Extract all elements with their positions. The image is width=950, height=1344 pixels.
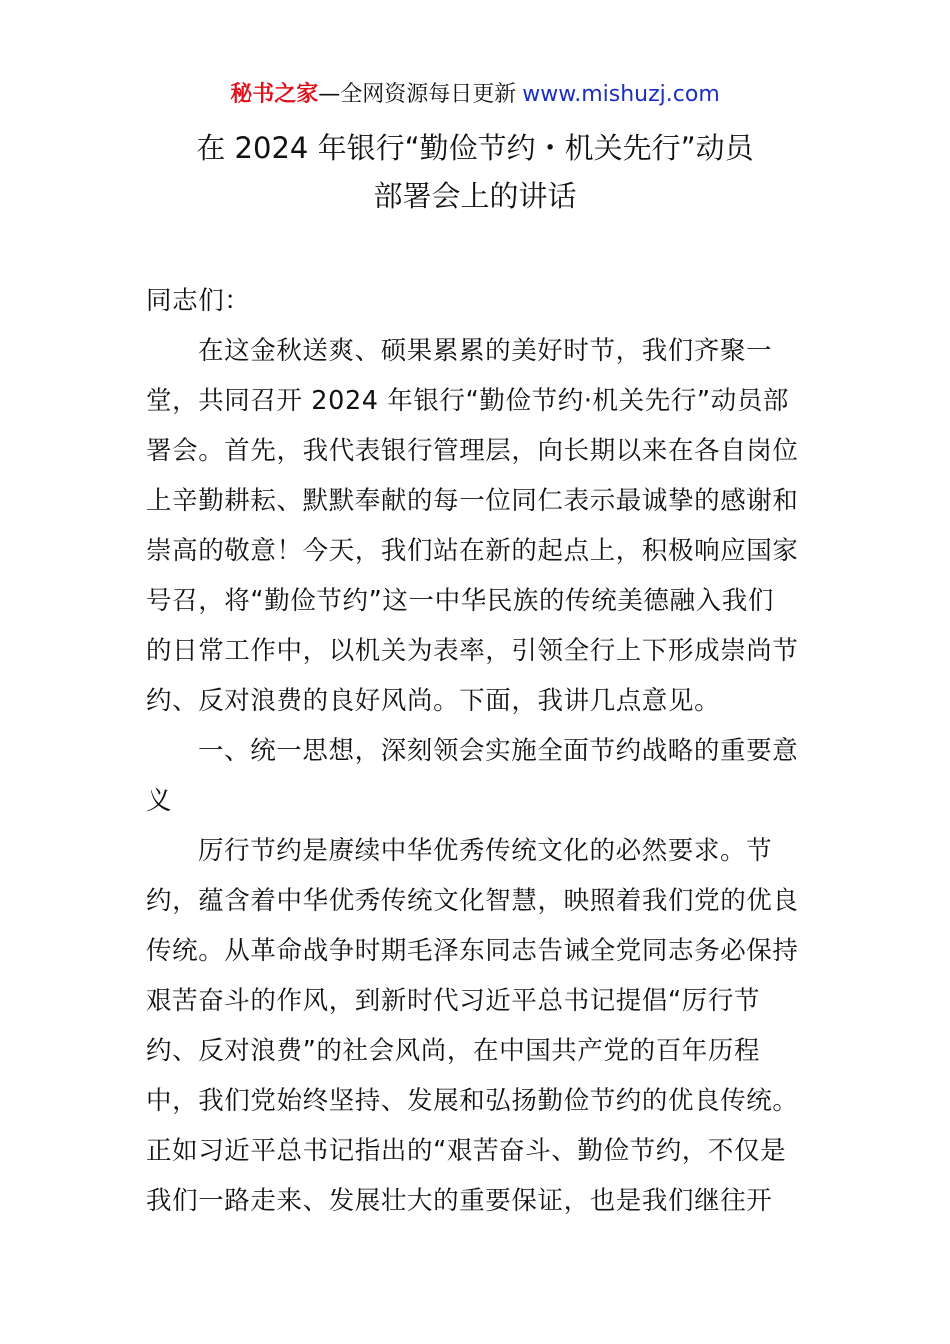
document-title <box>60 124 890 220</box>
section-heading: 一、统一思想，深刻领会实施全面节约战略的重要意 <box>198 736 799 766</box>
body-line: 中，我们党始终坚持、发展和弘扬勤俭节约的优良传统。 <box>146 1086 799 1116</box>
title-line-1: 在 2024 年银行“勤俭节约・机关先行”动员 <box>196 131 754 165</box>
site-brand: 秘书之家 <box>230 82 319 107</box>
body-line: 堂，共同召开 2024 年银行“勤俭节约·机关先行”动员部 <box>146 386 790 416</box>
body-line: 的日常工作中，以机关为表率，引领全行上下形成崇尚节 <box>146 636 799 666</box>
body-line: 在这金秋送爽、硕果累累的美好时节，我们齐聚一 <box>198 336 773 366</box>
site-url-link[interactable]: www.mishuzj.com <box>522 82 720 107</box>
title-line-2: 部署会上的讲话 <box>373 179 577 213</box>
body-line: 署会。首先，我代表银行管理层，向长期以来在各自岗位 <box>146 436 799 466</box>
body-line: 号召，将“勤俭节约”这一中华民族的传统美德融入我们 <box>146 586 774 616</box>
site-header <box>0 78 950 112</box>
document-body <box>146 276 810 1226</box>
body-line: 崇高的敬意！今天，我们站在新的起点上，积极响应国家 <box>146 536 799 566</box>
body-line: 厉行节约是赓续中华优秀传统文化的必然要求。节 <box>198 836 773 866</box>
body-line: 传统。从革命战争时期毛泽东同志告诫全党同志务必保持 <box>146 936 799 966</box>
body-line: 约、反对浪费的良好风尚。下面，我讲几点意见。 <box>146 686 721 716</box>
body-line: 上辛勤耕耘、默默奉献的每一位同仁表示最诚挚的感谢和 <box>146 486 799 516</box>
body-line: 正如习近平总书记指出的“艰苦奋斗、勤俭节约，不仅是 <box>146 1136 787 1166</box>
section-heading-continued: 义 <box>146 786 173 816</box>
body-line: 约、反对浪费”的社会风尚，在中国共产党的百年历程 <box>146 1036 761 1066</box>
site-tagline: —全网资源每日更新 <box>318 82 517 107</box>
body-line: 我们一路走来、发展壮大的重要保证，也是我们继往开 <box>146 1186 773 1216</box>
body-line: 约，蕴含着中华优秀传统文化智慧，映照着我们党的优良 <box>146 886 799 916</box>
body-line: 艰苦奋斗的作风，到新时代习近平总书记提倡“厉行节 <box>146 986 761 1016</box>
salutation: 同志们： <box>146 286 251 316</box>
